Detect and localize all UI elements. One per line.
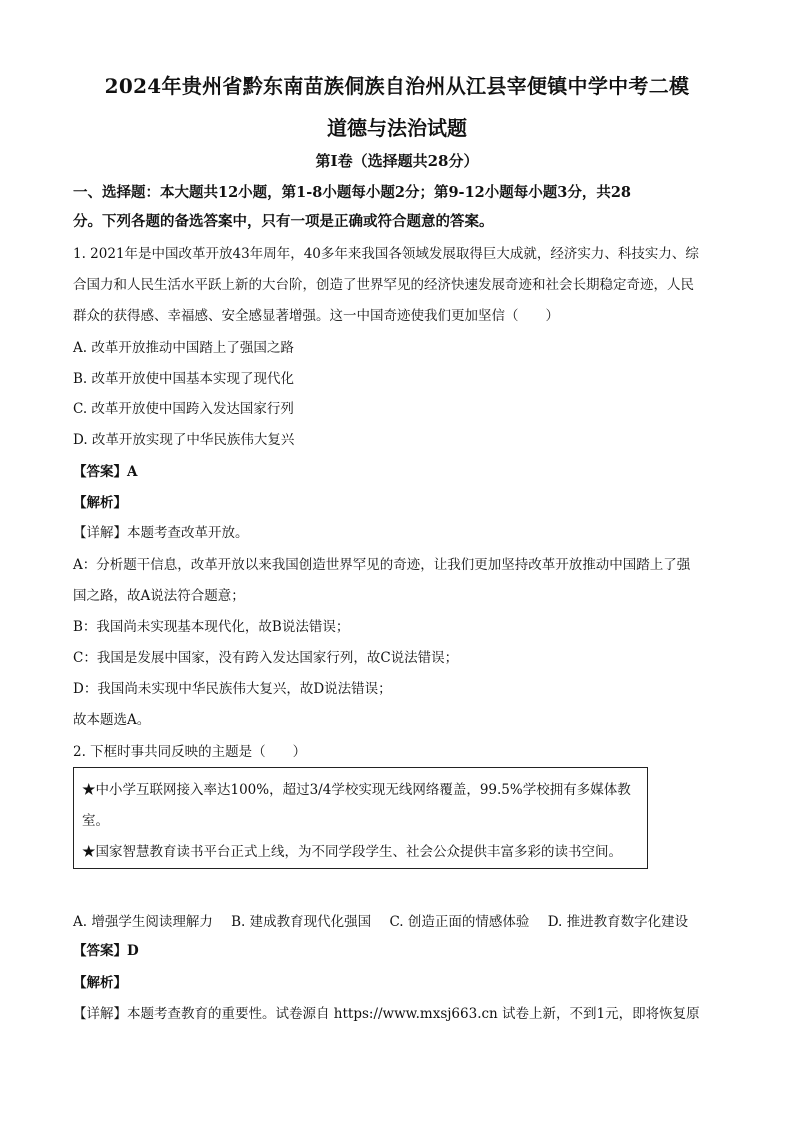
q2-answer: 【答案】D xyxy=(73,943,139,959)
q2-option-d: D. 推进教育数字化建设 xyxy=(547,914,689,930)
q1-option-b: B. 改革开放使中国基本实现了现代化 xyxy=(73,371,295,387)
q2-stem: 2. 下框时事共同反映的主题是（ ） xyxy=(73,744,307,760)
q2-option-a: A. 增强学生阅读理解力 xyxy=(73,914,213,930)
q2-option-b: B. 建成教育现代化强国 xyxy=(231,914,372,930)
q1-stem-line-1: 1. 2021年是中国改革开放43年周年，40多年来我国各领域发展取得巨大成就，经济实力、科技实力、综 xyxy=(73,246,699,262)
exam-title: 2024年贵州省黔东南苗族侗族自治州从江县宰便镇中学中考二模 xyxy=(104,74,690,98)
q2-options xyxy=(73,910,702,930)
q1-stem-line-2: 合国力和人民生活水平跃上新的大台阶，创造了世界罕见的经济快速发展奇迹和社会长期稳定奇迹，人民 xyxy=(73,277,694,293)
q1-explain-a-line-1: A：分析题干信息，改革开放以来我国创造世界罕见的奇迹，让我们更加坚持改革开放推动中国踏上了强 xyxy=(73,557,691,573)
q1-option-a: A. 改革开放推动中国踏上了强国之路 xyxy=(73,340,294,356)
q2-box-item-1-line-1: ★中小学互联网接入率达100%，超过3/4学校实现无线网络覆盖，99.5%学校拥有多媒体教 xyxy=(82,782,631,798)
q1-explain-b: B：我国尚未实现基本现代化，故B说法错误； xyxy=(73,619,350,635)
q2-option-c: C. 创造正面的情感体验 xyxy=(389,914,530,930)
q1-option-d: D. 改革开放实现了中华民族伟大复兴 xyxy=(73,432,295,448)
exam-subtitle: 道德与法治试题 xyxy=(327,116,467,140)
q2-box-item-2: ★国家智慧教育读书平台正式上线，为不同学段学生、社会公众提供丰富多彩的读书空间。 xyxy=(82,844,622,860)
q1-explain-a-line-2: 国之路，故A说法符合题意； xyxy=(73,588,245,604)
q1-option-c: C. 改革开放使中国跨入发达国家行列 xyxy=(73,401,294,417)
instructions-line-2: 分。下列各题的备选答案中，只有一项是正确或符合题意的答案。 xyxy=(73,213,494,230)
section-heading: 第Ⅰ卷（选择题共28分） xyxy=(315,152,479,170)
q2-analysis-label: 【解析】 xyxy=(73,975,127,991)
q1-detail: 【详解】本题考查改革开放。 xyxy=(73,525,249,541)
q2-box-item-1-line-2: 室。 xyxy=(82,813,109,829)
q1-conclusion: 故本题选A。 xyxy=(73,712,151,728)
q1-answer: 【答案】A xyxy=(73,464,138,480)
q1-explain-c: C：我国是发展中国家，没有跨入发达国家行列，故C说法错误； xyxy=(73,650,459,666)
instructions-line-1: 一、选择题：本大题共12小题，第1-8小题每小题2分；第9-12小题每小题3分，共28 xyxy=(73,184,632,201)
q1-explain-d: D：我国尚未实现中华民族伟大复兴，故D说法错误； xyxy=(73,681,392,697)
q2-detail: 【详解】本题考查教育的重要性。试卷源自 https://www.mxsj663.cn 试卷上新，不到1元，即将恢复原 xyxy=(73,1006,700,1022)
q1-stem-line-3: 群众的获得感、幸福感、安全感显著增强。这一中国奇迹使我们更加坚信（ ） xyxy=(73,308,559,324)
q1-analysis-label: 【解析】 xyxy=(73,495,127,511)
